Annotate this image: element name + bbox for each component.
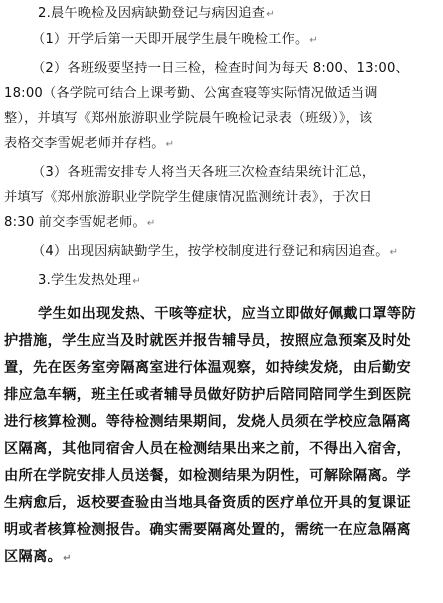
text-line-content: 明或者核算检测报告。确实需要隔离处置的，需统一在应急隔离: [4, 522, 412, 538]
list-item: [4, 242, 433, 262]
paragraph-mark-icon: ↵: [63, 553, 72, 564]
text-line-content: （3）各班需安排专人将当天各班三次检查结果统计汇总，: [32, 165, 376, 180]
text-line: [4, 355, 433, 382]
list-item: [4, 30, 433, 50]
text-line: [4, 328, 433, 355]
list-item-text: （4）出现因病缺勤学生，按学校制度进行登记和病因追查。: [32, 244, 389, 259]
section-heading: [4, 271, 433, 291]
text-line-content: 整），并填写《郑州旅游职业学院晨午晚检记录表（班级）》，该: [4, 111, 373, 126]
text-line: [4, 409, 433, 436]
paragraph-mark-icon: ↵: [266, 9, 275, 20]
body-paragraph: [4, 301, 433, 572]
text-line: [4, 59, 433, 78]
text-line-content: 学生如出现发热、干咳等症状，应当立即做好佩戴口罩等防: [38, 306, 416, 322]
text-line-content: 排应急车辆，班主任或者辅导员做好防护后陪同陪同学生到医院: [4, 387, 412, 403]
paragraph-mark-icon: ↵: [309, 35, 318, 46]
text-line: [4, 436, 433, 463]
text-line-content: 区隔离，其他同宿舍人员在检测结果出来之前，不得出入宿舍，: [4, 441, 412, 457]
text-line-content: 置，先在医务室旁隔离室进行体温观察，如持续发烧，由后勤安: [4, 360, 412, 376]
text-line: [4, 213, 433, 233]
paragraph-mark-icon: ↵: [389, 247, 399, 258]
text-line: [4, 301, 433, 328]
section-heading: [4, 4, 433, 24]
text-line: [4, 382, 433, 409]
text-line-content: 18:00（各学院可结合上课考勤、公寓查寝等实际情况做适当调: [4, 86, 378, 101]
text-line: [4, 188, 433, 207]
text-line-content: 区隔离。: [4, 549, 63, 565]
text-line: [4, 109, 433, 128]
section-heading-text: 2.晨午晚检及因病缺勤登记与病因追查: [38, 6, 266, 21]
text-line-content: 表格交李雪妮老师并存档。: [4, 136, 165, 151]
text-line: [4, 490, 433, 517]
text-line-content: 由所在学院安排人员送餐，如检测结果为阴性，可解除隔离。学: [4, 468, 412, 484]
text-line-content: 进行核算检测。等待检测结果期间，发烧人员须在学校应急隔离: [4, 414, 412, 430]
paragraph-mark-icon: ↵: [146, 218, 156, 229]
text-line-content: 护措施，学生应当及时就医并报告辅导员，按照应急预案及时处: [4, 333, 412, 349]
paragraph-mark-icon: ↵: [165, 139, 175, 150]
text-line: [4, 134, 433, 154]
section-heading-text: 3.学生发热处理: [38, 273, 132, 288]
text-line-content: 8:30 前交李雪妮老师。: [4, 215, 146, 230]
text-line-content: 生病愈后，返校要查验由当地具备资质的医疗单位开具的复课证: [4, 495, 412, 511]
text-line-content: 并填写《郑州旅游职业学院学生健康情况监测统计表》，于次日: [4, 190, 373, 205]
text-line: [4, 84, 433, 103]
text-line: [4, 544, 433, 572]
text-line: [4, 163, 433, 182]
paragraph-mark-icon: ↵: [132, 276, 141, 287]
list-item: [4, 163, 433, 233]
text-line: [4, 463, 433, 490]
text-line-content: （2）各班级要坚持一日三检，检查时间为每天 8:00、13:00、: [32, 61, 409, 76]
list-item-text: （1）开学后第一天即开展学生晨午晚检工作。: [32, 32, 309, 47]
list-item: [4, 59, 433, 154]
text-line: [4, 517, 433, 544]
